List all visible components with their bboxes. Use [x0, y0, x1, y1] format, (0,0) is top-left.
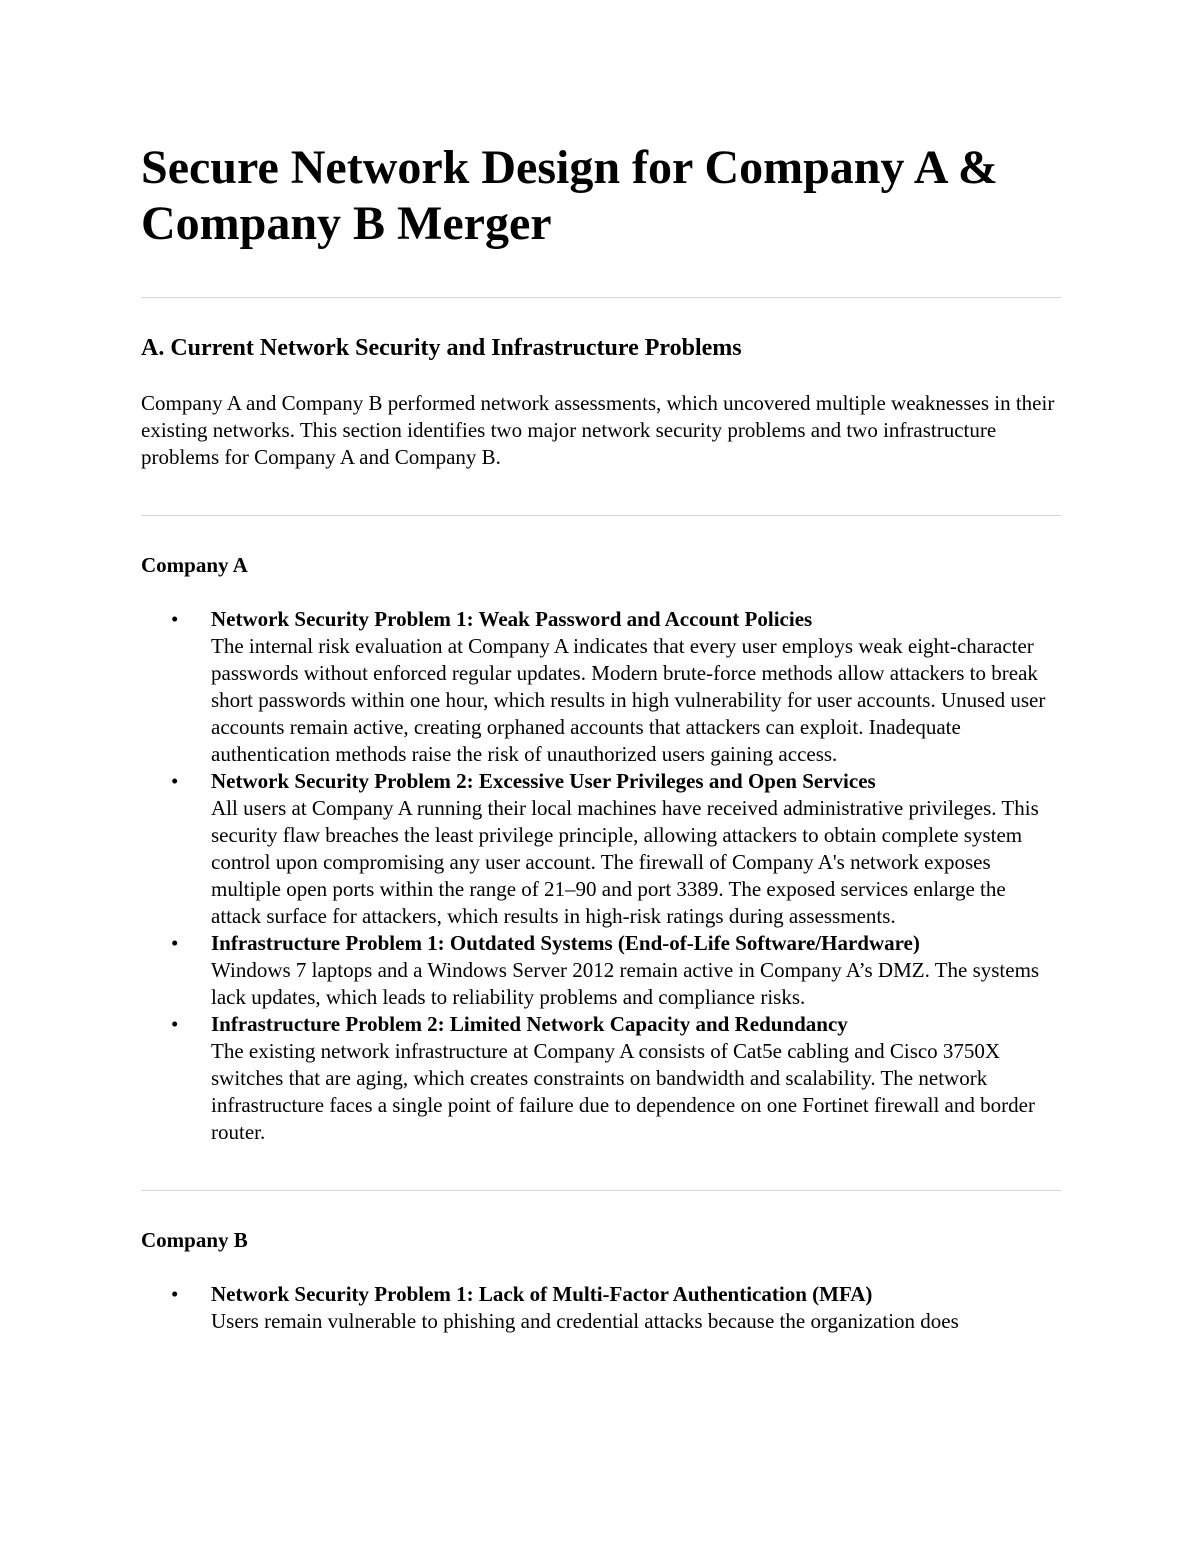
problem-description: Windows 7 laptops and a Windows Server 2012 remain active in Company A’s DMZ. The systems lack updates, which leads to reliability problems and compliance risks.: [211, 958, 1040, 1009]
problem-title: Network Security Problem 1: Lack of Multi-Factor Authentication (MFA): [211, 1282, 873, 1306]
list-item: [171, 1011, 1061, 1146]
document-content: [141, 140, 1061, 1335]
divider: [141, 1190, 1061, 1191]
problem-description: The existing network infrastructure at Company A consists of Cat5e cabling and Cisco 3750X switches that are aging, which creates constraints on bandwidth and scalability. The network infrastructure faces a single point of failure due to dependence on one Fortinet firewall and border router.: [211, 1039, 1035, 1144]
section-a-heading: A. Current Network Security and Infrastructure Problems: [141, 335, 742, 361]
document-title: Secure Network Design for Company A & Company B Merger: [141, 141, 998, 250]
bullet-icon: •: [171, 607, 179, 631]
bullet-icon: •: [171, 1012, 179, 1036]
company-a-problem-list: [141, 606, 1061, 1146]
problem-description: Users remain vulnerable to phishing and credential attacks because the organization does: [211, 1309, 959, 1333]
list-item: [171, 1281, 1061, 1335]
section-a-intro: Company A and Company B performed network assessments, which uncovered multiple weaknesses in their existing networks. This section identifies two major network security problems and two infrastructure problems for Company A and Company B.: [141, 391, 1055, 469]
problem-title: Infrastructure Problem 1: Outdated Systems (End-of-Life Software/Hardware): [211, 931, 920, 955]
bullet-icon: •: [171, 931, 179, 955]
divider: [141, 297, 1061, 298]
bullet-icon: •: [171, 769, 179, 793]
problem-description: The internal risk evaluation at Company A indicates that every user employs weak eight-character passwords without enforced regular updates. Modern brute-force methods allow attackers to break short passwords within one hour, which results in high vulnerability for user accounts. Unused user accounts remain active, creating orphaned accounts that attackers can exploit. Inadequate authentication methods raise the risk of unauthorized users gaining access.: [211, 634, 1046, 766]
problem-title: Infrastructure Problem 2: Limited Network Capacity and Redundancy: [211, 1012, 848, 1036]
list-item: [171, 930, 1061, 1011]
problem-title: Network Security Problem 1: Weak Password and Account Policies: [211, 607, 813, 631]
company-b-problem-list: [141, 1281, 1061, 1335]
list-item: [171, 768, 1061, 930]
divider: [141, 515, 1061, 516]
company-b-heading: Company B: [141, 1228, 248, 1252]
company-a-heading: Company A: [141, 553, 248, 577]
problem-description: All users at Company A running their local machines have received administrative privileges. This security flaw breaches the least privilege principle, allowing attackers to obtain complete system control upon compromising any user account. The firewall of Company A's network exposes multiple open ports within the range of 21–90 and port 3389. The exposed services enlarge the attack surface for attackers, which results in high-risk ratings during assessments.: [211, 796, 1039, 928]
problem-title: Network Security Problem 2: Excessive User Privileges and Open Services: [211, 769, 876, 793]
bullet-icon: •: [171, 1282, 179, 1306]
list-item: [171, 606, 1061, 768]
